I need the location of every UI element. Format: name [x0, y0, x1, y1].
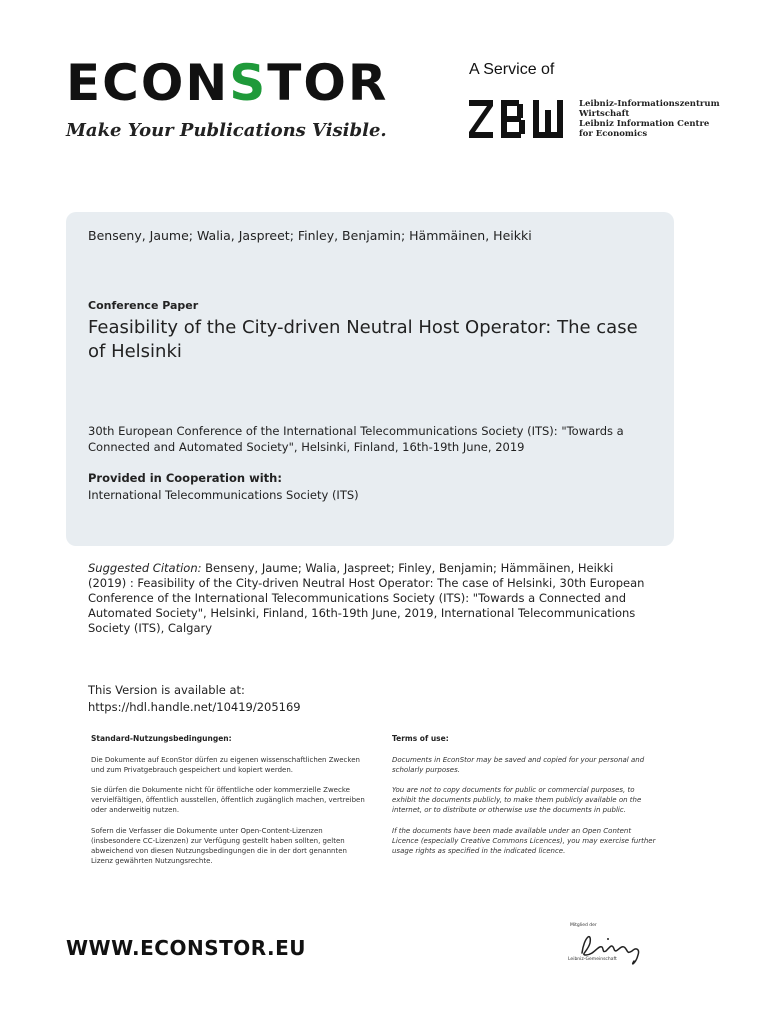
- terms-de-heading: Standard-Nutzungsbedingungen:: [91, 734, 232, 743]
- terms-en-p2: You are not to copy documents for public or commercial purposes, to exhibit the documents publicly, to make them publicly available on the internet, or to distribute or otherwise use the documents in public.: [392, 786, 642, 814]
- econstor-logo: [66, 54, 389, 112]
- footer-url[interactable]: WWW.ECONSTOR.EU: [66, 936, 307, 960]
- service-label: A Service of: [469, 61, 555, 78]
- zbw-logo-icon: [469, 100, 565, 138]
- citation-text: Benseny, Jaume; Walia, Jaspreet; Finley, Benjamin; Hämmäinen, Heikki (2019) : Feasibility of the City-driven Neutral Host Operator: The case of Helsinki, 30th European Conference of the International Telecommunications Society (ITS): "Towards a Connected and Automated Society", Helsinki, Finland, 16th-19th June, 2019, International Telecommunications Society (ITS), Calgary: [88, 561, 645, 635]
- leibniz-signature-icon: [568, 923, 648, 971]
- leibniz-member-label: Mitglied der: [570, 923, 597, 928]
- provided-label: Provided in Cooperation with:: [88, 471, 282, 485]
- zbw-line: Leibniz-Informationszentrum: [579, 99, 720, 109]
- terms-en-p3: If the documents have been made available under an Open Content Licence (especially Creative Commons Licences), you may exercise further usage rights as specified in the indicated licence.: [392, 827, 656, 855]
- terms-en-heading: Terms of use:: [392, 734, 449, 743]
- zbw-line: Wirtschaft: [579, 109, 630, 119]
- zbw-line: for Economics: [579, 129, 648, 139]
- terms-de-p2: Sie dürfen die Dokumente nicht für öffentliche oder kommerzielle Zwecke vervielfältigen, öffentlich ausstellen, öffentlich zugänglich machen, vertreiben oder anderweitig nutzen.: [91, 786, 365, 814]
- paper-title: Feasibility of the City-driven Neutral Host Operator: The case of Helsinki: [88, 317, 638, 362]
- zbw-text: [579, 99, 720, 139]
- authors: Benseny, Jaume; Walia, Jaspreet; Finley, Benjamin; Hämmäinen, Heikki: [88, 228, 532, 243]
- terms-en-p1: Documents in EconStor may be saved and copied for your personal and scholarly purposes.: [392, 756, 645, 774]
- terms-de-p1: Die Dokumente auf EconStor dürfen zu eigenen wissenschaftlichen Zwecken und zum Privatgebrauch gespeichert und kopiert werden.: [91, 756, 360, 774]
- logo-text-s: S: [229, 54, 268, 112]
- version-link[interactable]: https://hdl.handle.net/10419/205169: [88, 700, 301, 714]
- paper-type: Conference Paper: [88, 299, 199, 312]
- logo-text-econ: ECON: [66, 54, 230, 112]
- tagline: Make Your Publications Visible.: [66, 120, 387, 141]
- citation-label: Suggested Citation:: [88, 561, 202, 575]
- leibniz-logo: [568, 923, 648, 971]
- terms-de-p3: Sofern die Verfasser die Dokumente unter Open-Content-Lizenzen (insbesondere CC-Lizenzen) zur Verfügung gestellt haben sollten, gelten abweichend von diesen Nutzungsbedingungen die in der dort genannten Lizenz gewährten Nutzungsrechte.: [91, 827, 347, 865]
- provided-value: International Telecommunications Society (ITS): [88, 488, 359, 502]
- version-block: [88, 682, 301, 716]
- zbw-line: Leibniz Information Centre: [579, 119, 710, 129]
- version-label: This Version is available at:: [88, 683, 245, 697]
- leibniz-gemeinschaft-label: Leibniz-Gemeinschaft: [568, 957, 617, 962]
- suggested-citation: [88, 561, 648, 636]
- conference-info: 30th European Conference of the International Telecommunications Society (ITS): "Towards a Connected and Automated Society", Helsinki, Finland, 16th-19th June, 2019: [88, 424, 624, 454]
- logo-text-tor: TOR: [267, 54, 389, 112]
